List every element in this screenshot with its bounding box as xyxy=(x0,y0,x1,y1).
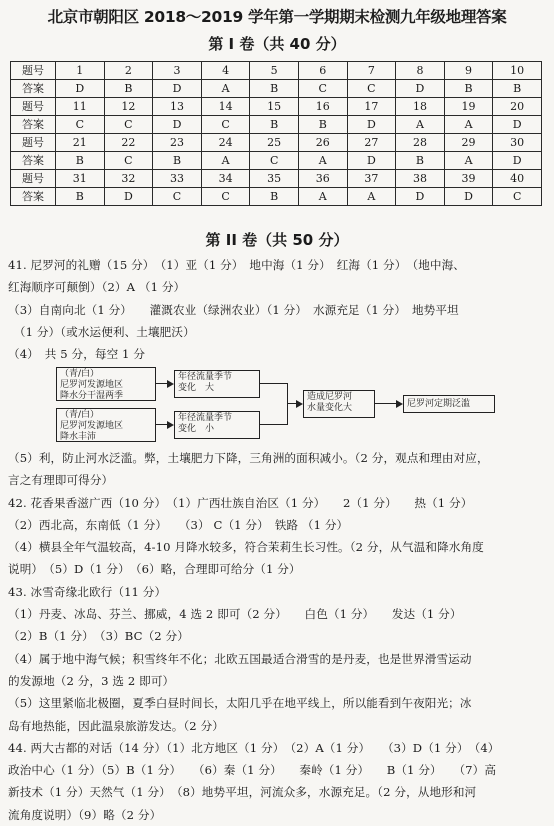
box-runoff-large xyxy=(174,370,260,398)
answer-cell: 14 xyxy=(201,98,250,116)
answer-cell: B xyxy=(153,152,202,170)
box2-line1: 尼罗河发源地区 xyxy=(60,421,124,431)
table-row xyxy=(11,62,542,80)
answer-cell: C xyxy=(201,188,250,206)
box1-line2: 降水分干湿两季 xyxy=(60,391,124,401)
answer-cell: B xyxy=(56,152,105,170)
text-line: 43. 冰雪奇缘北欧行（11 分） xyxy=(8,584,167,599)
answer-cell: A xyxy=(298,152,347,170)
box-flow-change xyxy=(303,390,375,418)
answer-cell: 2 xyxy=(104,62,153,80)
box2-line2: 降水丰沛 xyxy=(60,432,97,442)
row-header-cell: 答案 xyxy=(11,152,56,170)
arrow-2 xyxy=(167,421,174,429)
answer-cell: B xyxy=(298,116,347,134)
table-row xyxy=(11,134,542,152)
box-dry-wet-season xyxy=(56,367,156,401)
text-line: 政治中心（1 分）（5）B（1 分） （6）秦（1 分） 秦岭（1 分） B（1 分） （7）高 xyxy=(8,763,497,778)
answer-cell: C xyxy=(104,152,153,170)
answer-cell: 26 xyxy=(298,134,347,152)
answer-cell: A xyxy=(444,116,493,134)
part1-title: 第 I 卷（共 40 分） xyxy=(208,35,346,53)
answer-cell: 35 xyxy=(250,170,299,188)
text-line: 言之有理即可得分） xyxy=(8,473,114,488)
question-41-text xyxy=(8,254,546,365)
answer-cell: 1 xyxy=(56,62,105,80)
answer-cell: D xyxy=(444,188,493,206)
answer-cell: 11 xyxy=(56,98,105,116)
box4-line2: 变化 小 xyxy=(178,424,215,434)
answer-cell: C xyxy=(250,152,299,170)
answer-cell: 34 xyxy=(201,170,250,188)
answer-cell: B xyxy=(396,152,445,170)
answers-text xyxy=(8,447,546,826)
answer-cell: B xyxy=(444,80,493,98)
box5-line1: 造成尼罗河 xyxy=(307,392,353,402)
page-title: 北京市朝阳区 2018～2019 学年第一学期期末检测九年级地理答案 xyxy=(47,8,507,26)
box1-line1: 尼罗河发源地区 xyxy=(60,380,124,390)
table-row xyxy=(11,80,542,98)
answer-cell: 10 xyxy=(493,62,542,80)
answer-cell: A xyxy=(201,80,250,98)
table-row xyxy=(11,188,542,206)
answer-cell: 4 xyxy=(201,62,250,80)
text-line: （4）横县全年气温较高，4-10 月降水较多，符合茉莉生长习性。（2 分，从气温和降水角度 xyxy=(8,540,484,555)
line-3 xyxy=(260,383,288,384)
answer-cell: 21 xyxy=(56,134,105,152)
answer-cell: D xyxy=(493,116,542,134)
answer-cell: 25 xyxy=(250,134,299,152)
box2-top: （青/白） xyxy=(60,410,100,420)
answer-cell: C xyxy=(56,116,105,134)
text-line: （1）丹麦、冰岛、芬兰、挪威，4 选 2 即可（2 分） 白色（1 分） 发达（1 分） xyxy=(8,607,462,622)
text-line: 红海顺序可颠倒）（2）A （1 分） xyxy=(8,280,186,295)
line-1 xyxy=(156,383,168,384)
row-header-cell: 题号 xyxy=(11,170,56,188)
answer-cell: D xyxy=(396,188,445,206)
text-line: 流角度说明）（9）略（2 分） xyxy=(8,807,162,822)
text-line: 的发源地（2 分，3 选 2 即可） xyxy=(8,673,175,688)
answer-cell: 5 xyxy=(250,62,299,80)
answer-cell: 7 xyxy=(347,62,396,80)
answer-cell: 17 xyxy=(347,98,396,116)
answer-cell: 33 xyxy=(153,170,202,188)
answer-cell: D xyxy=(153,116,202,134)
answer-table xyxy=(10,61,542,206)
answer-cell: C xyxy=(347,80,396,98)
answer-cell: 31 xyxy=(56,170,105,188)
answer-cell: B xyxy=(104,80,153,98)
answer-cell: 39 xyxy=(444,170,493,188)
answer-cell: C xyxy=(298,80,347,98)
answer-cell: D xyxy=(153,80,202,98)
flow-diagram xyxy=(56,365,526,445)
box-flooding xyxy=(403,395,495,413)
arrow-4 xyxy=(396,400,403,408)
text-line: （2）B（1 分） （3）BC（2 分） xyxy=(8,629,189,644)
answer-cell: A xyxy=(201,152,250,170)
answer-cell: 27 xyxy=(347,134,396,152)
text-line: （5）利，防止河水泛滥。弊，土壤肥力下降，三角洲的面积减小。（2 分，观点和理由对应， xyxy=(8,451,489,465)
text-line: （4） 共 5 分，每空 1 分 xyxy=(8,347,146,362)
text-line: 说明） （5）D（1 分） （6）略，合理即可给分（1 分） xyxy=(8,562,301,577)
answer-cell: A xyxy=(444,152,493,170)
box3-line1: 年径流量季节 xyxy=(178,372,233,382)
answer-cell: 36 xyxy=(298,170,347,188)
answer-cell: D xyxy=(104,188,153,206)
arrow-3 xyxy=(296,400,303,408)
answer-cell: 20 xyxy=(493,98,542,116)
answer-cell: 29 xyxy=(444,134,493,152)
part2-title: 第 II 卷（共 50 分） xyxy=(205,231,349,249)
answer-cell: B xyxy=(250,116,299,134)
box-runoff-small xyxy=(174,411,260,439)
answer-cell: 3 xyxy=(153,62,202,80)
answer-cell: C xyxy=(104,116,153,134)
box4-line1: 年径流量季节 xyxy=(178,413,233,423)
answer-cell: 12 xyxy=(104,98,153,116)
answer-cell: 19 xyxy=(444,98,493,116)
answer-cell: 23 xyxy=(153,134,202,152)
box-abundant-rain xyxy=(56,408,156,442)
table-row xyxy=(11,98,542,116)
answer-cell: D xyxy=(56,80,105,98)
answer-cell: C xyxy=(493,188,542,206)
answer-cell: A xyxy=(347,188,396,206)
text-line: （1 分）（或水运便利、土壤肥沃） xyxy=(8,324,195,339)
answer-cell: 38 xyxy=(396,170,445,188)
answer-cell: 16 xyxy=(298,98,347,116)
answer-cell: 28 xyxy=(396,134,445,152)
text-line: 41. 尼罗河的礼赠（15 分） （1）亚（1 分） 地中海（1 分） 红海（1 分） （地中海、 xyxy=(8,258,466,272)
answer-cell: D xyxy=(493,152,542,170)
answer-cell: C xyxy=(153,188,202,206)
answer-cell: 15 xyxy=(250,98,299,116)
box6-label: 尼罗河定期泛滥 xyxy=(407,399,471,409)
text-line: 新技术（1 分）天然气（1 分） （8）地势平坦，河流众多，水源充足。（2 分，从地形和河 xyxy=(8,785,477,800)
answer-cell: B xyxy=(250,188,299,206)
answer-cell: B xyxy=(250,80,299,98)
box1-top: （青/白） xyxy=(60,369,100,379)
arrow-1 xyxy=(167,380,174,388)
answer-cell: 37 xyxy=(347,170,396,188)
answer-cell: 40 xyxy=(493,170,542,188)
text-line: （3）自南向北（1 分） 灌溉农业（绿洲农业）（1 分） 水源充足（1 分） 地势平坦 xyxy=(8,302,459,317)
answer-cell: 18 xyxy=(396,98,445,116)
answer-cell: D xyxy=(396,80,445,98)
row-header-cell: 题号 xyxy=(11,134,56,152)
row-header-cell: 答案 xyxy=(11,80,56,98)
row-header-cell: 答案 xyxy=(11,188,56,206)
row-header-cell: 题号 xyxy=(11,98,56,116)
text-line: 44. 两大古都的对话（14 分）（1）北方地区（1 分） （2）A（1 分） （3）D（1 分） （4） xyxy=(8,740,500,755)
box3-line2: 变化 大 xyxy=(178,383,215,393)
text-line: （2）西北高，东南低（1 分） （3） C（1 分） 铁路 （1 分） xyxy=(8,517,349,532)
answer-cell: 24 xyxy=(201,134,250,152)
row-header-cell: 答案 xyxy=(11,116,56,134)
line-4 xyxy=(260,424,288,425)
text-line: （5）这里紧临北极圈，夏季白昼时间长，太阳几乎在地平线上，所以能看到午夜阳光；冰 xyxy=(8,696,472,711)
answer-cell: 32 xyxy=(104,170,153,188)
text-line: 42. 花香果香滋广西（10 分） （1）广西壮族自治区（1 分） 2（1 分） 热（1 分） xyxy=(8,495,473,510)
answer-cell: B xyxy=(56,188,105,206)
answer-cell: 9 xyxy=(444,62,493,80)
table-row xyxy=(11,170,542,188)
row-header-cell: 题号 xyxy=(11,62,56,80)
box5-line2: 水量变化大 xyxy=(307,403,353,413)
line-2 xyxy=(156,424,168,425)
answer-cell: 13 xyxy=(153,98,202,116)
answer-cell: A xyxy=(396,116,445,134)
answer-cell: 22 xyxy=(104,134,153,152)
answer-cell: D xyxy=(347,116,396,134)
table-row xyxy=(11,116,542,134)
table-row xyxy=(11,152,542,170)
answer-cell: D xyxy=(347,152,396,170)
answer-cell: 8 xyxy=(396,62,445,80)
text-line: 岛有地热能，因此温泉旅游发达。（2 分） xyxy=(8,718,224,733)
line-7 xyxy=(375,403,397,404)
answer-cell: B xyxy=(493,80,542,98)
text-line: （4）属于地中海气候；积雪终年不化；北欧五国最适合滑雪的是丹麦，也是世界滑雪运动 xyxy=(8,651,472,666)
answer-cell: 30 xyxy=(493,134,542,152)
answer-cell: A xyxy=(298,188,347,206)
answer-cell: C xyxy=(201,116,250,134)
answer-cell: 6 xyxy=(298,62,347,80)
